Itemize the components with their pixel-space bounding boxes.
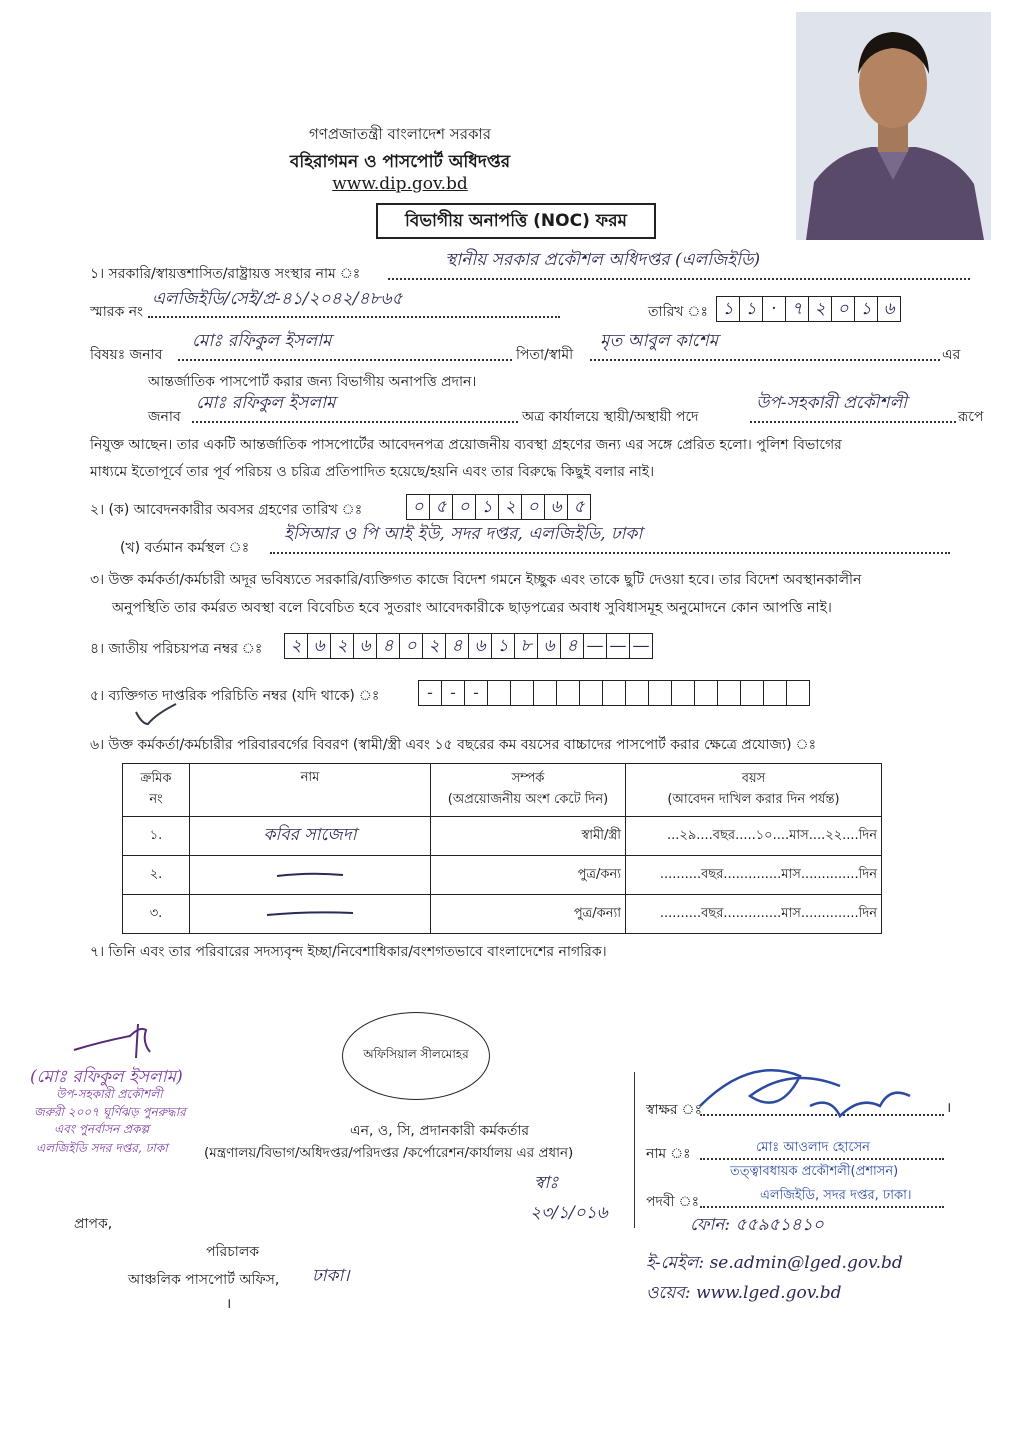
father-label: পিতা/স্বামী	[516, 347, 574, 363]
memo-label: স্মারক নং	[90, 304, 144, 320]
q1-label: ১। সরকারি/স্বায়ত্তশাসিত/রাষ্ট্রায়ত্ত সংস্থার নাম ঃ	[90, 266, 361, 282]
office-id-digit-box[interactable]	[626, 681, 649, 705]
q6-label: ৬। উক্ত কর্মকর্তা/কর্মচারীর পরিবারবর্গের বিবরণ (স্বামী/স্ত্রী এবং ১৫ বছরের কম বয়সের বাচ্চাদের পাসপোর্ট করার ক্ষেত্রে প্রযোজ্য) ঃ	[90, 737, 817, 753]
applicant-stamp-proj2: এবং পুনর্বাসন প্রকল্প	[54, 1122, 150, 1136]
q5-label: ৫। ব্যক্তিগত দাপ্তরিক পরিচিতি নম্বর (যদি থাকে) ঃ	[90, 688, 380, 704]
office-id-digit-box[interactable]: -	[442, 681, 465, 705]
department-name: বহিরাগমন ও পাসপোর্ট অধিদপ্তর	[289, 152, 511, 172]
row-relation: পুত্র/কন্যা	[431, 895, 626, 934]
recipient-title: পরিচালক	[206, 1244, 260, 1260]
nid-digit-box[interactable]: ২	[285, 634, 308, 658]
applicant-photo	[796, 12, 991, 240]
signatory-signature-icon[interactable]	[690, 1046, 940, 1142]
date-digit-box[interactable]: ·	[763, 297, 786, 321]
applicant-signature-icon	[70, 1022, 170, 1062]
office-id-digit-box[interactable]	[695, 681, 718, 705]
office-id-digit-box[interactable]	[534, 681, 557, 705]
signatory-divider	[634, 1072, 635, 1228]
nid-digit-box[interactable]: ৪	[446, 634, 469, 658]
nid-digit-box[interactable]: —	[632, 636, 650, 656]
retire-digit-box[interactable]: ৬	[545, 495, 568, 519]
recipient-to: প্রাপক,	[74, 1216, 113, 1232]
date-digit-box[interactable]: ৭	[786, 297, 809, 321]
row-name[interactable]	[190, 895, 431, 934]
table-row	[123, 895, 882, 934]
body-end: রূপে	[958, 409, 984, 425]
office-id-digit-box[interactable]: -	[419, 681, 442, 705]
family-table	[122, 763, 882, 934]
noc-giver-line2: (মন্ত্রণালয়/বিভাগ/অধিদপ্তর/পরিদপ্তর /কর্পোরেশন/কার্যালয় এর প্রধান)	[204, 1145, 574, 1161]
website-link[interactable]: www.dip.gov.bd	[332, 174, 468, 194]
seal-label: অফিসিয়াল সীলমোহর	[363, 1047, 469, 1061]
date-digit-box[interactable]: ১	[740, 297, 763, 321]
subject-suffix: এর	[942, 347, 961, 363]
th-serial: ক্রমিক নং	[123, 764, 190, 817]
nid-digit-box[interactable]: ৮	[515, 634, 538, 658]
father-value[interactable]: মৃত আবুল কাশেম	[600, 331, 719, 351]
applicant-stamp-name: (মোঃ রফিকুল ইসলাম)	[30, 1067, 183, 1087]
noc-giver-line1: এন, ও, সি, প্রদানকারী কর্মকর্তার	[350, 1123, 530, 1139]
dash-stroke-icon	[265, 910, 355, 918]
nid-digit-box[interactable]: ৪	[561, 634, 584, 658]
signatory-post-stamp: তত্ত্বাবধায়ক প্রকৌশলী(প্রশাসন)	[730, 1164, 899, 1179]
office-id-digit-box[interactable]	[557, 681, 580, 705]
row-serial: ৩.	[123, 895, 190, 934]
row-name[interactable]: কবির সাজেদা	[190, 817, 431, 856]
retire-digit-box[interactable]: ৫	[573, 497, 585, 517]
signatory-email[interactable]: ই-মেইল: se.admin@lged.gov.bd	[646, 1253, 903, 1273]
nid-digit-box[interactable]: ০	[400, 634, 423, 658]
name-label: নাম ঃ	[646, 1146, 691, 1162]
signatory-office: এলজিইডি, সদর দপ্তর, ঢাকা।	[760, 1188, 912, 1203]
table-row	[123, 817, 882, 856]
date-boxes[interactable]	[716, 296, 901, 322]
desig-label: পদবী ঃ	[646, 1194, 700, 1210]
q2b-value[interactable]: ইসিআর ও পি আই ইউ, সদর দপ্তর, এলজিইডি, ঢাকা	[284, 524, 643, 544]
sign-end: ।	[946, 1100, 952, 1116]
row-age[interactable]: ..........বছর..............মাস..............দিন	[626, 856, 882, 895]
q4-label: ৪। জাতীয় পরিচয়পত্র নম্বর ঃ	[90, 641, 263, 657]
office-id-digit-box[interactable]	[741, 681, 764, 705]
q2a-label: ২। (ক) আবেদনকারীর অবসর গ্রহণের তারিখ ঃ	[90, 502, 363, 518]
row-age[interactable]: ...২৯....বছর.....১০....মাস....২২....দিন	[626, 817, 882, 856]
retire-date-boxes[interactable]	[406, 494, 591, 520]
recipient-end: ।	[226, 1296, 232, 1312]
row-serial: ১.	[123, 817, 190, 856]
retire-digit-box[interactable]: ২	[499, 495, 522, 519]
th-name: নাম	[190, 764, 431, 817]
office-id-digit-box[interactable]	[787, 681, 809, 705]
nid-digit-box[interactable]: —	[584, 634, 607, 658]
recipient-city[interactable]: ঢাকা।	[312, 1266, 350, 1286]
applicant-stamp-office: এলজিইডি সদর দপ্তর, ঢাকা	[36, 1141, 168, 1155]
office-id-digit-box[interactable]	[649, 681, 672, 705]
initial-note-b: ২৩/১/০১৬	[530, 1203, 608, 1223]
date-digit-box[interactable]: ১	[717, 297, 740, 321]
govt-line: গণপ্রজাতন্ত্রী বাংলাদেশ সরকার	[308, 125, 492, 143]
body-line2: নিযুক্ত আছেন। তার একটি আন্তর্জাতিক পাসপোর্টের আবেদনপত্র প্রয়োজনীয় ব্যবস্থা গ্রহণের জন্য এর সঙ্গে প্রেরিত হলো। পুলিশ বিভাগের	[90, 437, 842, 453]
nid-digit-box[interactable]: ৬	[354, 634, 377, 658]
nid-digit-box[interactable]: ১	[492, 634, 515, 658]
date-digit-box[interactable]: ৬	[883, 299, 895, 319]
date-digit-box[interactable]: ২	[809, 297, 832, 321]
body-post[interactable]: উপ-সহকারী প্রকৌশলী	[756, 393, 907, 413]
office-id-digit-box[interactable]	[488, 681, 511, 705]
body-mr: জনাব	[148, 409, 181, 425]
signatory-name: মোঃ আওলাদ হোসেন	[756, 1140, 870, 1155]
nid-digit-box[interactable]: ২	[423, 634, 446, 658]
nid-boxes[interactable]	[284, 633, 653, 659]
retire-digit-box[interactable]: ০	[407, 495, 430, 519]
nid-digit-box[interactable]: ৬	[308, 634, 331, 658]
body-line3: মাধ্যমে ইতোপূর্বে তার পূর্ব পরিচয় ও চরিত্র প্রতিপাদিত হয়েছে/হয়নি এবং তার বিরুদ্ধে কিছুই বলার নাই।	[90, 464, 655, 480]
dash-stroke-icon	[275, 871, 345, 879]
q2b-label: (খ) বর্তমান কর্মস্থল ঃ	[120, 540, 250, 556]
office-id-digit-box[interactable]	[718, 681, 741, 705]
nid-digit-box[interactable]: ৬	[538, 634, 561, 658]
table-header-row	[123, 764, 882, 817]
form-title: বিভাগীয় অনাপত্তি (NOC) ফরম	[376, 203, 656, 239]
office-id-digit-box[interactable]	[580, 681, 603, 705]
nid-digit-box[interactable]: ৪	[377, 634, 400, 658]
retire-digit-box[interactable]: ১	[476, 495, 499, 519]
body-mid: অত্র কার্যালয়ে স্থায়ী/অস্থায়ী পদে	[522, 409, 699, 425]
q7-text: ৭। তিনি এবং তার পরিবারের সদস্যবৃন্দ ইচ্ছা/নিবেশাধিকার/বংশগতভাবে বাংলাদেশের নাগরিক।	[90, 944, 607, 960]
row-relation: পুত্র/কন্য	[431, 856, 626, 895]
q3-line2: অনুপস্থিতি তার কর্মরত অবস্থা বলে বিবেচিত হবে সুতরাং আবেদকারীকে ছাড়পত্রের অবাধ সুবিধাসমূহ অনুমোদনে কোন আপত্তি নাই।	[112, 600, 832, 616]
nid-digit-box[interactable]: ২	[331, 634, 354, 658]
th-relation: সম্পর্ক (অপ্রয়োজনীয় অংশ কেটে দিন)	[431, 764, 626, 817]
office-id-digit-box[interactable]	[672, 681, 695, 705]
retire-digit-box[interactable]: ৫	[430, 495, 453, 519]
subject-label: বিষয়ঃ জনাব	[90, 347, 163, 363]
date-digit-box[interactable]: ০	[832, 297, 855, 321]
retire-digit-box[interactable]: ০	[522, 495, 545, 519]
initial-note-a: স্বাঃ	[534, 1173, 559, 1193]
office-id-digit-box[interactable]	[603, 681, 626, 705]
sign-label: স্বাক্ষর ঃ	[646, 1102, 703, 1118]
row-name[interactable]	[190, 856, 431, 895]
nid-digit-box[interactable]: ৬	[469, 634, 492, 658]
applicant-stamp-proj1: জরুরী ২০০৭ ঘূর্ণিঝড় পুনরুদ্ধার	[34, 1105, 186, 1119]
date-digit-box[interactable]: ১	[855, 297, 878, 321]
subject-line2: আন্তর্জাতিক পাসপোর্ট করার জন্য বিভাগীয় অনাপত্তি প্রদান।	[148, 374, 477, 390]
memo-value[interactable]: এলজিইডি/সেই/প্র-৪১/২০৪২/৪৮৬৫	[152, 289, 403, 309]
date-label: তারিখ ঃ	[648, 304, 708, 320]
row-relation: স্বামী/স্ত্রী	[431, 817, 626, 856]
table-row	[123, 856, 882, 895]
office-id-boxes[interactable]	[418, 680, 810, 706]
office-id-digit-box[interactable]: -	[465, 681, 488, 705]
row-age[interactable]: ..........বছর..............মাস..............দিন	[626, 895, 882, 934]
row-serial: ২.	[123, 856, 190, 895]
check-mark-icon	[134, 700, 178, 728]
office-id-digit-box[interactable]	[764, 681, 787, 705]
nid-digit-box[interactable]: —	[607, 634, 630, 658]
office-id-digit-box[interactable]	[511, 681, 534, 705]
body-name[interactable]: মোঃ রফিকুল ইসলাম	[196, 393, 336, 413]
q3-line1: ৩। উক্ত কর্মকর্তা/কর্মচারী অদূর ভবিষ্যতে সরকারি/ব্যক্তিগত কাজে বিদেশ গমনে ইচ্ছুক এবং তাকে ছুটি দেওয়া হবে। তার বিদেশ অবস্থানকালীন	[90, 572, 862, 588]
retire-digit-box[interactable]: ০	[453, 495, 476, 519]
q1-value[interactable]: স্থানীয় সরকার প্রকৌশল অধিদপ্তর (এলজিইডি)	[445, 250, 761, 270]
th-age: বয়স (আবেদন দাখিল করার দিন পর্যন্ত)	[626, 764, 882, 817]
signatory-phone[interactable]: ফোন: ৫৫৯৫১৪১০	[690, 1215, 824, 1235]
applicant-stamp-post: উপ-সহকারী প্রকৌশলী	[56, 1087, 163, 1101]
recipient-office: আঞ্চলিক পাসপোর্ট অফিস,	[128, 1272, 280, 1288]
subject-name[interactable]: মোঃ রফিকুল ইসলাম	[192, 331, 332, 351]
signatory-web[interactable]: ওয়েব: www.lged.gov.bd	[646, 1283, 842, 1303]
